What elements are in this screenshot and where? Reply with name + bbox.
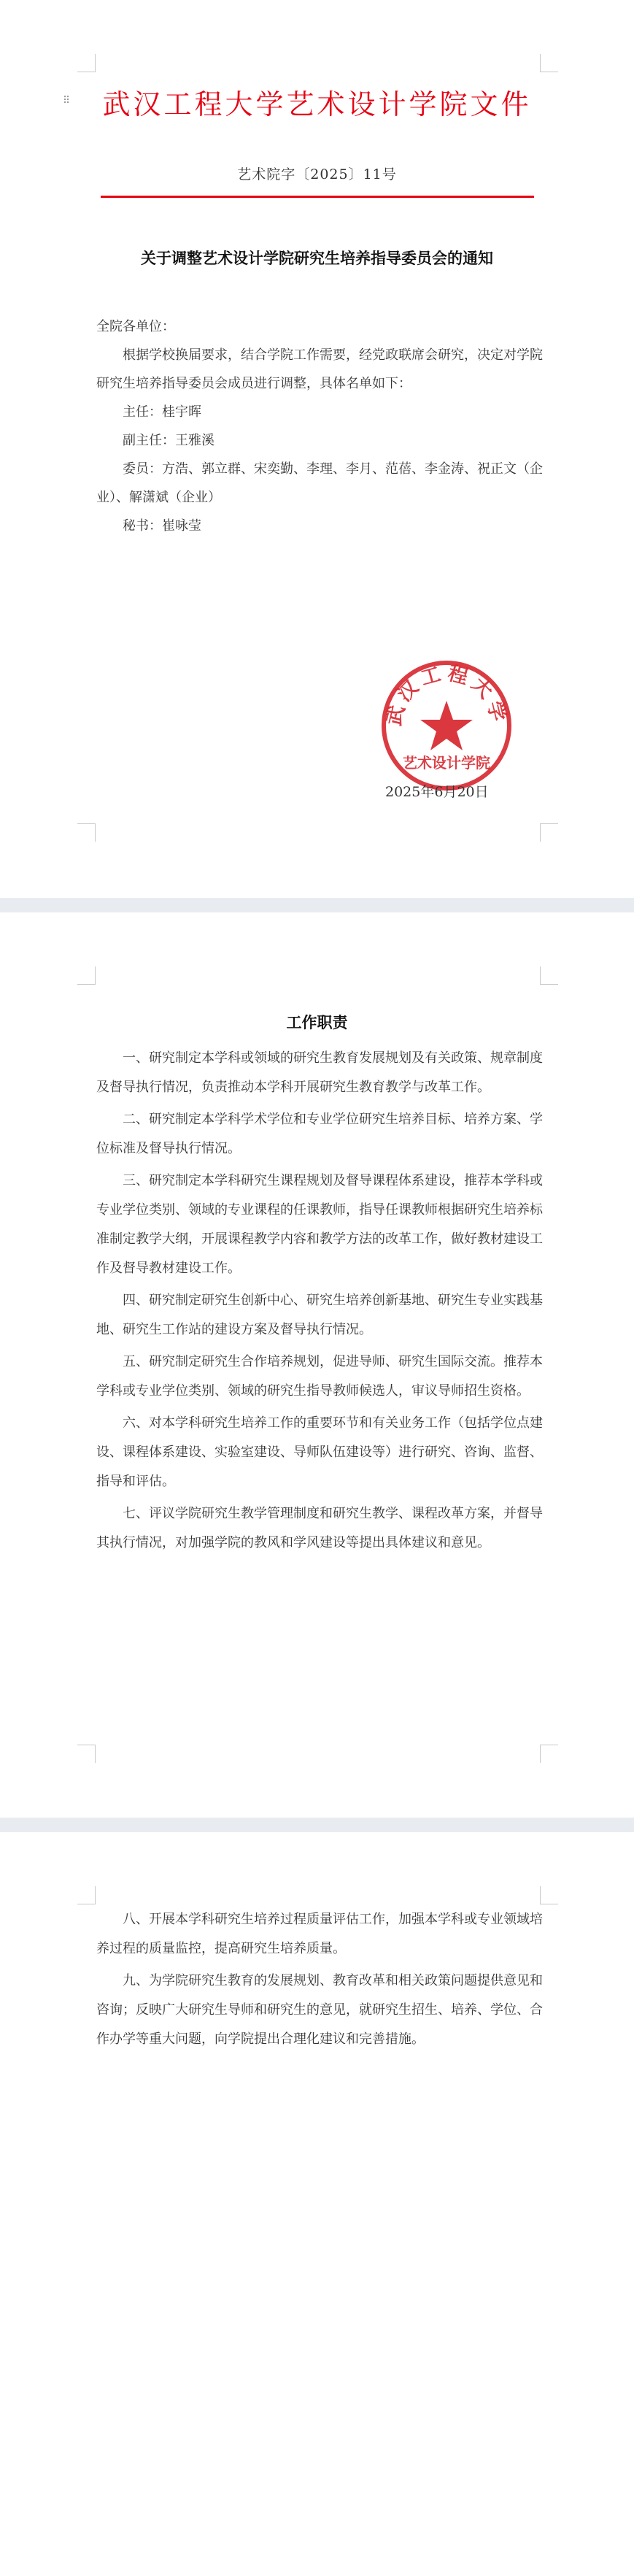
duty-item: 四、研究制定研究生创新中心、研究生培养创新基地、研究生专业实践基地、研究生工作站的建设方案及督导执行情况。 [96, 1293, 543, 1337]
notice-body [96, 312, 543, 540]
duty-item: 六、对本学科研究生培养工作的重要环节和有关业务工作（包括学位点建设、课程体系建设、实验室建设、导师队伍建设等）进行研究、咨询、监督、指导和评估。 [96, 1415, 543, 1489]
official-seal-stamp [379, 658, 514, 793]
duties-list [96, 1044, 543, 1561]
crop-mark [540, 54, 558, 72]
notice-title: 关于调整艺术设计学院研究生培养指导委员会的通知 [141, 249, 493, 267]
duty-item: 五、研究制定研究生合作培养规划，促进导师、研究生国际交流。推荐本学科或专业学位类别、领域的研究生指导教师候选人，审议导师招生资格。 [96, 1354, 543, 1399]
duty-item: 二、研究制定本学科学术学位和专业学位研究生培养目标、培养方案、学位标准及督导执行情况。 [96, 1112, 543, 1156]
duties-title: 工作职责 [286, 1013, 348, 1031]
duties-list-continued [96, 1905, 543, 2057]
member-line: 秘书：崔咏莹 [123, 518, 201, 534]
duty-item: 一、研究制定本学科或领域的研究生教育发展规划及有关政策、规章制度及督导执行情况，负责推动本学科开展研究生教育教学与改革工作。 [96, 1050, 543, 1095]
document-page-2 [0, 912, 634, 1818]
duty-item: 七、评议学院研究生教学管理制度和研究生教学、课程改革方案，并督导其执行情况，对加强学院的教风和学风建设等提出具体建议和意见。 [96, 1506, 543, 1550]
crop-mark [77, 54, 96, 72]
crop-mark [77, 966, 96, 985]
crop-mark [540, 966, 558, 985]
header-red-rule [101, 196, 534, 198]
intro-paragraph: 根据学校换届要求，结合学院工作需要，经党政联席会研究，决定对学院研究生培养指导委员会成员进行调整，具体名单如下： [96, 347, 543, 391]
salutation: 全院各单位： [96, 319, 175, 334]
crop-mark [540, 823, 558, 842]
document-header-title: 武汉工程大学艺术设计学院文件 [102, 88, 532, 120]
crop-mark [77, 1745, 96, 1763]
crop-mark [540, 1886, 558, 1904]
drag-handle-icon[interactable]: ⠿ [63, 95, 71, 107]
duty-item: 九、为学院研究生教育的发展规划、教育改革和相关政策问题提供意见和咨询；反映广大研究生导师和研究生的意见，就研究生招生、培养、学位、合作办学等重大问题，向学院提出合理化建议和完善措施。 [96, 1973, 543, 2047]
member-line: 委员：方浩、郭立群、宋奕勤、李理、李月、范蓓、李金涛、祝正文（企业）、解潇斌（企业） [96, 461, 543, 505]
document-page-3 [0, 1832, 634, 2576]
seal-bottom-text: 艺术设计学院 [403, 754, 490, 772]
duty-item: 三、研究制定本学科研究生课程规划及督导课程体系建设，推荐本学科或专业学位类别、领域的专业课程的任课教师，指导任课教师根据研究生培养标准制定教学大纲，开展课程教学内容和教学方法的改革工作，做好教材建设工作及督导教材建设工作。 [96, 1173, 543, 1276]
crop-mark [540, 1745, 558, 1763]
document-page-1 [0, 0, 634, 898]
duty-item: 八、开展本学科研究生培养过程质量评估工作，加强本学科或专业领域培养过程的质量监控，提高研究生培养质量。 [96, 1912, 543, 1956]
document-number: 艺术院字〔2025〕11号 [237, 166, 397, 182]
seal-top-text: 武汉工程大学 [382, 661, 511, 728]
crop-mark [77, 1886, 96, 1904]
member-line: 副主任：王雅溪 [123, 433, 214, 448]
issue-date: 2025年6月20日 [385, 784, 489, 800]
crop-mark [77, 823, 96, 842]
member-line: 主任：桂宇晖 [123, 404, 201, 420]
